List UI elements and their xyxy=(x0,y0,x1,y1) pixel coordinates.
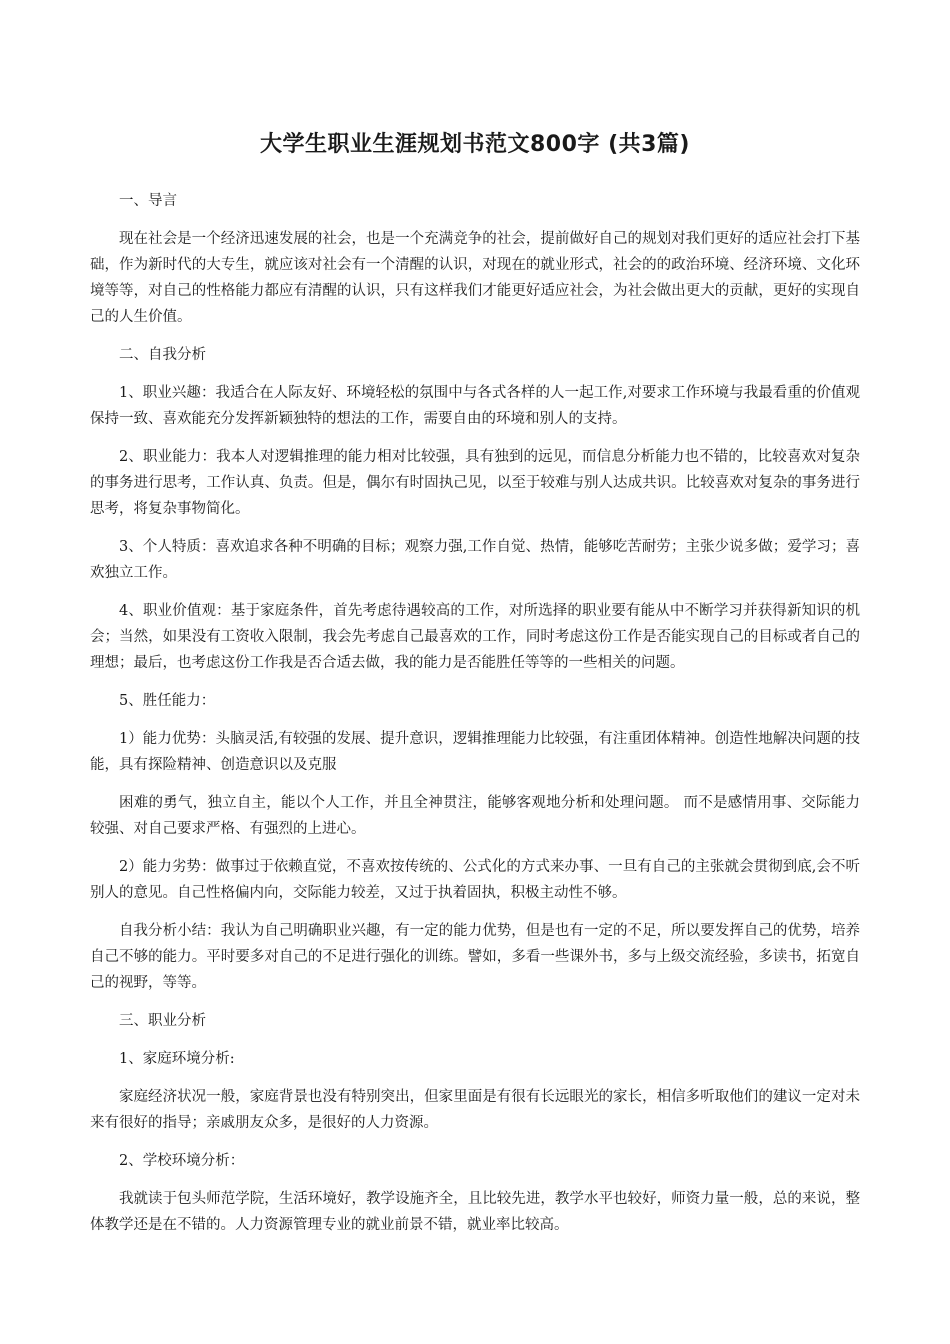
subheading-family-environment: 1、家庭环境分析: xyxy=(119,1051,235,1067)
paragraph-strengths-continued: 困难的勇气，独立自主，能以个人工作，并且全神贯注，能够客观地分析和处理问题。 而不是感情用事、交际能力较强、对自己要求严格、有强烈的上进心。 xyxy=(90,795,860,837)
paragraph-personal-traits: 3、个人特质：喜欢追求各种不明确的目标；观察力强,工作自觉、热情，能够吃苦耐劳；主张少说多做；爱学习；喜欢独立工作。 xyxy=(90,539,860,581)
section-heading-career-analysis: 三、职业分析 xyxy=(119,1013,206,1029)
subheading-competence: 5、胜任能力： xyxy=(119,693,216,709)
paragraph-career-interest: 1、职业兴趣：我适合在人际友好、环境轻松的氛围中与各式各样的人一起工作,对要求工作环境与我最看重的价值观保持一致、喜欢能充分发挥新颖独特的想法的工作，需要自由的环境和别人的支持。 xyxy=(90,385,860,427)
document-title: 大学生职业生涯规划书范文800字 (共3篇) xyxy=(259,132,690,157)
document-page xyxy=(90,128,860,1250)
section-heading-self-analysis: 二、自我分析 xyxy=(119,347,206,363)
paragraph-strengths: 1）能力优势：头脑灵活,有较强的发展、提升意识，逻辑推理能力比较强，有注重团体精神。创造性地解决问题的技能，具有探险精神、创造意识以及克服 xyxy=(90,731,860,773)
paragraph-career-values: 4、职业价值观：基于家庭条件，首先考虑待遇较高的工作，对所选择的职业要有能从中不断学习并获得新知识的机会；当然，如果没有工资收入限制，我会先考虑自己最喜欢的工作，同时考虑这份工作是否能实现自己的目标或者自己的理想；最后，也考虑这份工作我是否合适去做，我的能力是否能胜任等等的一些相关的问题。 xyxy=(90,603,860,671)
paragraph-career-ability: 2、职业能力：我本人对逻辑推理的能力相对比较强，具有独到的远见，而信息分析能力也不错的，比较喜欢对复杂的事务进行思考，工作认真、负责。但是，偶尔有时固执己见，以至于较难与别人达成共识。比较喜欢对复杂的事务进行思考，将复杂事物简化。 xyxy=(90,449,860,517)
paragraph-family-environment: 家庭经济状况一般，家庭背景也没有特别突出，但家里面是有很有长远眼光的家长，相信多听取他们的建议一定对未来有很好的指导；亲戚朋友众多，是很好的人力资源。 xyxy=(90,1089,860,1131)
paragraph-self-analysis-summary: 自我分析小结：我认为自己明确职业兴趣，有一定的能力优势，但是也有一定的不足，所以要发挥自己的优势，培养自己不够的能力。平时要多对自己的不足进行强化的训练。譬如，多看一些课外书，多与上级交流经验，多读书，拓宽自己的视野，等等。 xyxy=(90,923,860,991)
paragraph-school-environment: 我就读于包头师范学院，生活环境好，教学设施齐全，且比较先进，教学水平也较好，师资力量一般，总的来说，整体教学还是在不错的。人力资源管理专业的就业前景不错，就业率比较高。 xyxy=(90,1191,860,1233)
paragraph-introduction: 现在社会是一个经济迅速发展的社会，也是一个充满竞争的社会，提前做好自己的规划对我们更好的适应社会打下基础，作为新时代的大专生，就应该对社会有一个清醒的认识，对现在的就业形式，社会的的政治环境、经济环境、文化环境等等，对自己的性格能力都应有清醒的认识，只有这样我们才能更好适应社会，为社会做出更大的贡献，更好的实现自己的人生价值。 xyxy=(90,231,860,325)
subheading-school-environment: 2、学校环境分析： xyxy=(119,1153,245,1169)
paragraph-weaknesses: 2）能力劣势：做事过于依赖直觉，不喜欢按传统的、公式化的方式来办事、一旦有自己的主张就会贯彻到底,会不听别人的意见。自己性格偏内向，交际能力较差，又过于执着固执，积极主动性不够。 xyxy=(90,859,860,901)
section-heading-introduction: 一、导言 xyxy=(119,193,177,209)
